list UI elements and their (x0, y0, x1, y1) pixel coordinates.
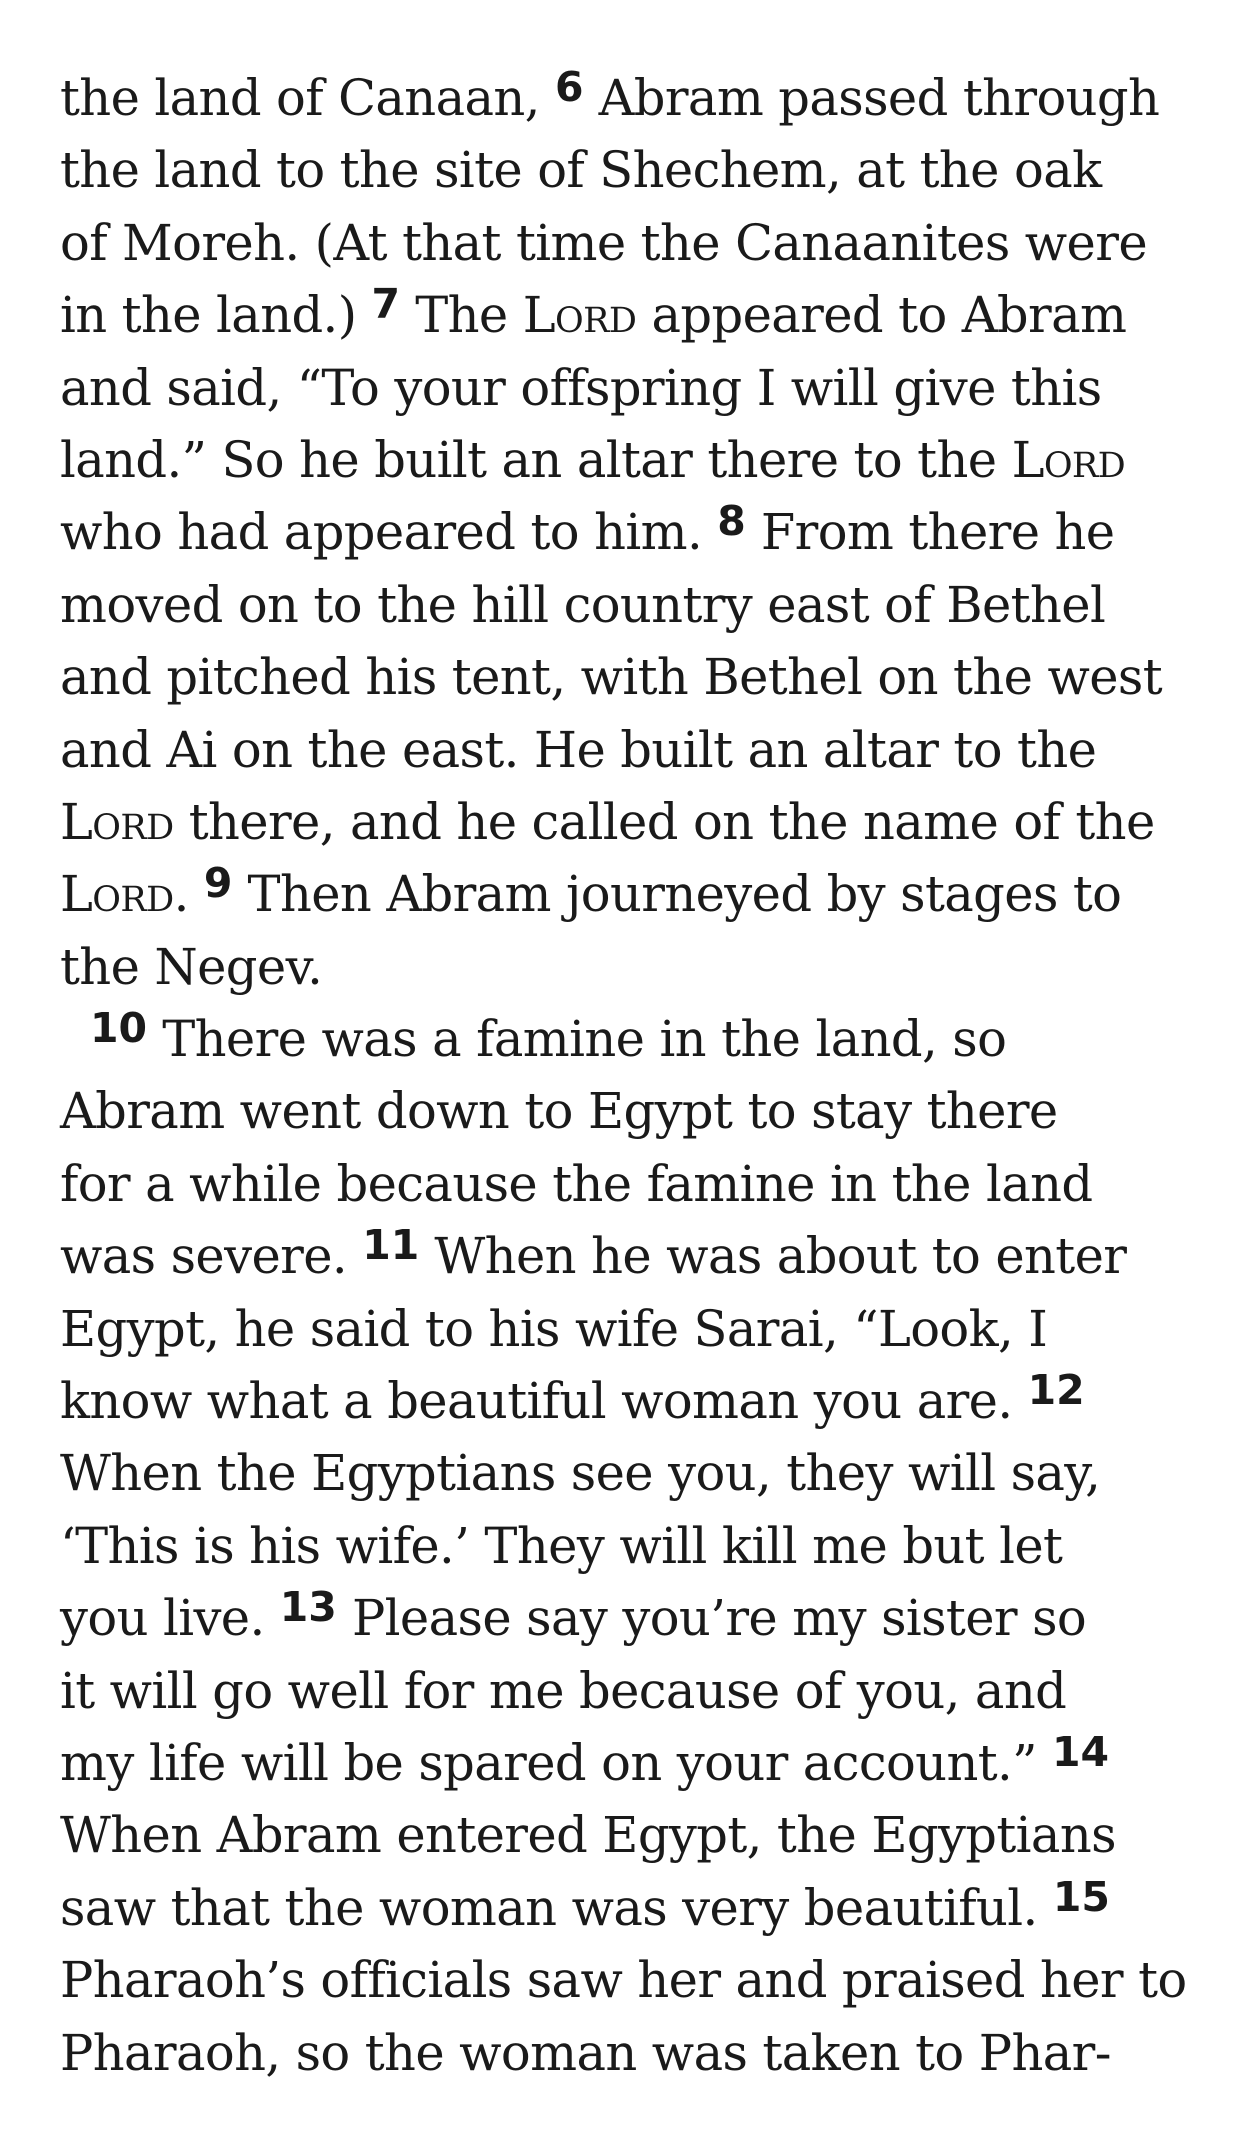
text-line (60, 569, 1200, 641)
verse-text: and said, “To your offspring I will give this (60, 358, 1102, 417)
text-line (60, 1003, 1200, 1075)
text-line (60, 1510, 1200, 1582)
text-line (60, 1220, 1200, 1292)
verse-text: who had appeared to him. (60, 503, 718, 562)
verse-text: Egypt, he said to his wife Sarai, “Look, I (60, 1299, 1048, 1358)
verse-text: was severe. (60, 1227, 363, 1286)
text-line (60, 1582, 1200, 1654)
verse-text: of Moreh. (At that time the Canaanites were (60, 213, 1148, 272)
verse-number: 15 (1052, 1872, 1110, 1921)
verse-text: know what a beautiful woman you are. (60, 1372, 1028, 1431)
text-line (60, 1944, 1200, 2016)
verse-text: Pharaoh’s officials saw her and praised her to (60, 1951, 1187, 2010)
verse-text: When he was about to enter (419, 1227, 1127, 1286)
text-line (60, 2017, 1200, 2089)
verse-text: When Abram entered Egypt, the Egyptians (60, 1806, 1116, 1865)
text-line (60, 1799, 1200, 1871)
verse-text: and Ai on the east. He built an altar to the (60, 720, 1097, 779)
text-line (60, 858, 1200, 930)
divine-name: Lord (60, 865, 174, 924)
text-line (60, 1148, 1200, 1220)
scripture-passage (60, 62, 1200, 2089)
text-line (60, 1727, 1200, 1799)
text-line (60, 1872, 1200, 1944)
verse-text: land.” So he built an altar there to the (60, 430, 1012, 489)
verse-text: there, and he called on the name of the (173, 792, 1155, 851)
verse-number: 7 (371, 280, 401, 329)
verse-text: From there he (745, 503, 1115, 562)
verse-text: Pharaoh, so the woman was taken to Phar- (60, 2023, 1111, 2082)
verse-text: the land of Canaan, (60, 69, 555, 127)
divine-name: Lord (60, 792, 174, 851)
verse-text: The (400, 286, 523, 345)
text-line (60, 207, 1200, 279)
verse-text: When the Egyptians see you, they will say, (60, 1444, 1101, 1503)
divine-name: Lord (1011, 430, 1126, 489)
text-line (60, 496, 1200, 568)
divine-name: Lord (522, 286, 637, 345)
text-line (60, 714, 1200, 786)
text-line (60, 1293, 1200, 1365)
verse-number: 13 (279, 1583, 337, 1632)
text-line (60, 352, 1200, 424)
verse-text: ‘This is his wife.’ They will kill me but let (60, 1516, 1063, 1575)
verse-number: 12 (1027, 1366, 1085, 1415)
verse-text: and pitched his tent, with Bethel on the west (60, 648, 1163, 707)
verse-text: in the land.) (60, 286, 372, 345)
verse-number: 8 (717, 497, 746, 546)
verse-text: Please say you’re my sister so (336, 1589, 1087, 1648)
verse-text: the land to the site of Shechem, at the oak (60, 141, 1102, 200)
verse-text: the Negev. (60, 937, 323, 996)
verse-text: There was a famine in the land, so (147, 1010, 1007, 1069)
text-line (60, 641, 1200, 713)
text-line (60, 1365, 1200, 1437)
verse-text: Then Abram journeyed by stages to (232, 865, 1122, 924)
verse-text: you live. (60, 1589, 280, 1648)
text-line (60, 1437, 1200, 1509)
text-line (60, 279, 1200, 351)
verse-number: 10 (90, 1004, 148, 1053)
verse-text: moved on to the hill country east of Bethel (60, 575, 1106, 634)
verse-number: 14 (1052, 1727, 1110, 1776)
verse-text: my life will be spared on your account.” (60, 1733, 1052, 1792)
text-line (60, 786, 1200, 858)
verse-number: 11 (362, 1221, 420, 1270)
text-line (60, 1655, 1200, 1727)
verse-text: saw that the woman was very beautiful. (60, 1878, 1053, 1937)
verse-text: Abram went down to Egypt to stay there (60, 1082, 1058, 1141)
verse-text: it will go well for me because of you, and (60, 1661, 1067, 1720)
text-line (60, 134, 1200, 206)
text-line (60, 424, 1200, 496)
verse-number: 6 (554, 63, 584, 111)
verse-number: 9 (203, 859, 233, 908)
text-line (60, 1075, 1200, 1147)
verse-text: . (173, 865, 204, 924)
verse-text: for a while because the famine in the land (60, 1154, 1093, 1213)
text-line (60, 62, 1200, 134)
verse-text: appeared to Abram (636, 286, 1127, 345)
text-line (60, 931, 1200, 1003)
verse-text: Abram passed through (583, 69, 1160, 127)
